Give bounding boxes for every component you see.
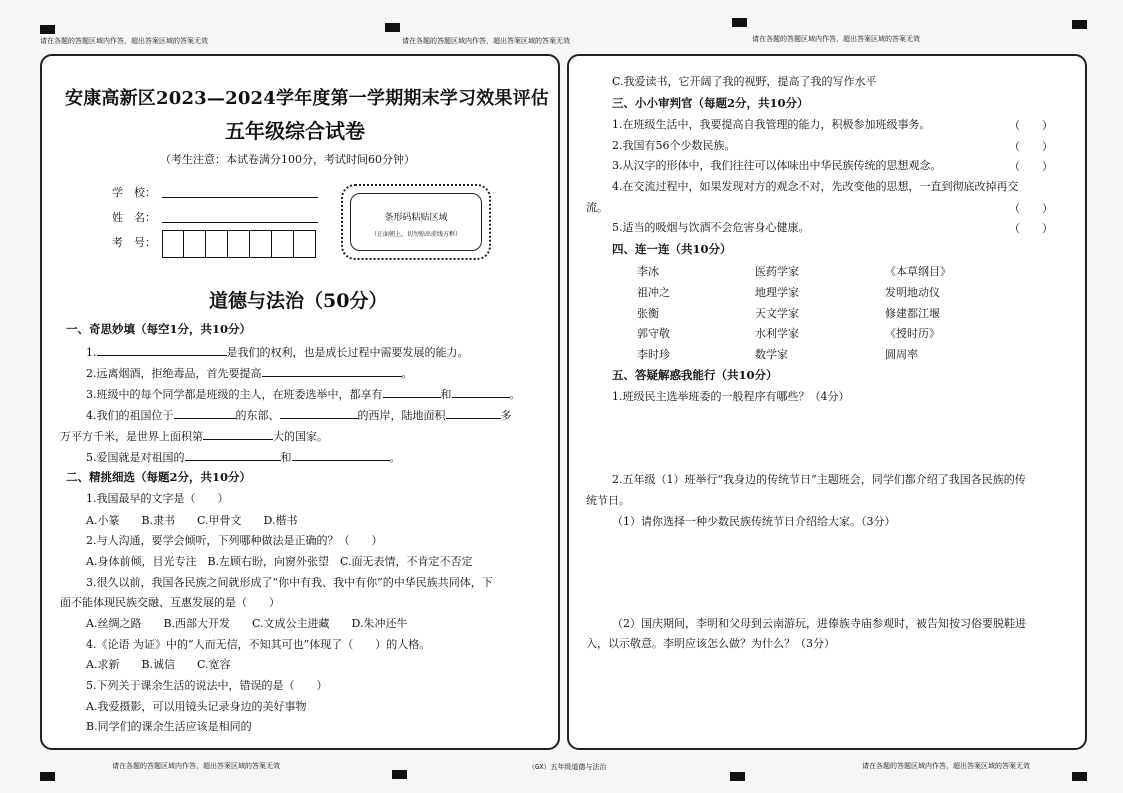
school-label: 学 校：: [112, 186, 156, 199]
s3-q4-cont: 流。: [586, 201, 608, 214]
s2-q4: 4.《论语 为证》中的“人而无信，不知其可也”体现了（ ）的人格。: [86, 638, 431, 651]
registration-mark: [1072, 20, 1087, 29]
s2-q5-option-a: A.我爱摄影，可以用镜头记录身边的美好事物: [86, 700, 307, 713]
s2-q2: 2.与人沟通，要学会倾听，下列哪种做法是正确的？（ ）: [86, 534, 383, 547]
exam-right-panel: [567, 54, 1087, 750]
top-notice-left: 请在各题的答题区域内作答，超出答案区域的答案无效: [40, 37, 208, 45]
s1-q2: 2.远离烟酒，拒绝毒品，首先要提高 。: [86, 367, 413, 380]
section3-heading: 三、小小审判官（每题2分，共10分）: [612, 96, 809, 110]
section2-heading: 二、精挑细选（每题2分，共10分）: [66, 470, 252, 484]
s5-q2: 2.五年级（1）班举行“我身边的传统节日”主题班会，同学们都介绍了我国各民族的传: [612, 473, 1026, 486]
s3-q2-paren[interactable]: （ ）: [1009, 140, 1053, 153]
s5-q2-cont: 统节日。: [586, 494, 630, 507]
exam-subtitle: 五年级综合试卷: [225, 119, 365, 143]
section1-heading: 一、奇思妙填（每空1分，共10分）: [66, 322, 252, 336]
name-label: 姓 名：: [112, 211, 156, 224]
s5-q2-1: （1）请你选择一种少数民族传统节日介绍给大家。（3分）: [612, 515, 896, 528]
match-person[interactable]: 祖冲之: [637, 286, 670, 299]
s3-q2: 2.我国有56个少数民族。: [612, 139, 736, 152]
subject-title: 道德与法治（50分）: [209, 290, 388, 312]
s1-q4-cont: 万平方千米，是世界上面积第 大的国家。: [60, 430, 328, 443]
s5-q1: 1.班级民主选举班委的一般程序有哪些？（4分）: [612, 390, 850, 403]
match-work[interactable]: 发明地动仪: [885, 286, 940, 299]
s1-q3: 3.班级中的每个同学都是班级的主人，在班委选举中，都享有 和 。: [86, 388, 521, 401]
match-work[interactable]: 《本草纲目》: [885, 265, 951, 278]
name-field[interactable]: [162, 211, 318, 223]
exam-left-panel: [40, 54, 560, 750]
registration-mark: [392, 770, 407, 779]
match-role[interactable]: 数学家: [755, 348, 788, 361]
s1-q1: 1. 是我们的权利，也是成长过程中需要发展的能力。: [86, 346, 469, 359]
s3-q5: 5.适当的吸烟与饮酒不会危害身心健康。: [612, 221, 810, 234]
match-work[interactable]: 《授时历》: [885, 327, 940, 340]
s2-q5: 5.下列关于课余生活的说法中，错误的是（ ）: [86, 679, 328, 692]
s2-q1-options: A.小篆 B.隶书 C.甲骨文 D.楷书: [86, 514, 298, 527]
s2-q2-options: A.身体前倾，目光专注 B.左顾右盼，向窗外张望 C.面无表情，不肯定不否定: [86, 555, 473, 568]
top-notice-center: 请在各题的答题区域内作答，超出答案区域的答案无效: [402, 37, 570, 45]
barcode-area: [341, 184, 491, 260]
match-person[interactable]: 张衡: [637, 307, 659, 320]
match-work[interactable]: 圆周率: [885, 348, 918, 361]
s1-q5: 5.爱国就是对祖国的 和 。: [86, 451, 401, 464]
s2-q3-cont: 面不能体现民族交融、互惠发展的是（ ）: [60, 596, 280, 609]
match-person[interactable]: 李时珍: [637, 348, 670, 361]
s1-q4: 4.我们的祖国位于 的东部、 的西岸，陆地面积 多: [86, 409, 512, 422]
s2-q5-option-c: C.我爱读书，它开阔了我的视野，提高了我的写作水平: [612, 75, 877, 88]
match-work[interactable]: 修建都江堰: [885, 307, 940, 320]
registration-mark: [730, 772, 745, 781]
barcode-sub: （正面朝上，切勿贴出虚线方框）: [370, 231, 461, 238]
barcode-label: 条形码粘贴区域: [384, 213, 448, 223]
s3-q4-paren[interactable]: （ ）: [1009, 202, 1053, 215]
s3-q3-paren[interactable]: （ ）: [1009, 160, 1053, 173]
match-role[interactable]: 医药学家: [755, 265, 799, 278]
s3-q3: 3.从汉字的形体中，我们往往可以体味出中华民族传统的思想观念。: [612, 159, 942, 172]
match-person[interactable]: 郭守敬: [637, 327, 670, 340]
id-label: 考 号：: [112, 236, 156, 249]
s2-q3: 3.很久以前，我国各民族之间就形成了“你中有我、我中有你”的中华民族共同体，下: [86, 576, 493, 589]
registration-mark: [1072, 772, 1087, 781]
section5-heading: 五、答疑解惑我能行（共10分）: [612, 368, 778, 382]
section4-heading: 四、连一连（共10分）: [612, 242, 732, 256]
footer-code: （GX）五年级道德与法治: [528, 763, 607, 771]
s3-q4: 4.在交流过程中，如果发现对方的观念不对，先改变他的思想，一直到彻底改掉再交: [612, 180, 1019, 193]
bottom-notice-left: 请在各题的答题区域内作答，超出答案区域的答案无效: [112, 762, 280, 770]
match-role[interactable]: 水利学家: [755, 327, 799, 340]
s2-q5-option-b: B.同学们的课余生活应该是相同的: [86, 720, 252, 733]
s5-q2-2-cont: 入，以示敬意。李明应该怎么做？为什么？（3分）: [586, 637, 835, 650]
s2-q1: 1.我国最早的文字是（ ）: [86, 492, 229, 505]
match-role[interactable]: 天文学家: [755, 307, 799, 320]
exam-title: 安康高新区2023—2024学年度第一学期期末学习效果评估: [65, 88, 549, 109]
s5-q2-2: （2）国庆期间，李明和父母到云南游玩，进傣族寺庙参观时，被告知按习俗要脱鞋进: [612, 617, 1026, 630]
s3-q1-paren[interactable]: （ ）: [1009, 119, 1053, 132]
top-notice-right: 请在各题的答题区域内作答，超出答案区域的答案无效: [752, 35, 920, 43]
s5-q2-1-answer-area[interactable]: [612, 536, 1052, 606]
bottom-notice-right: 请在各题的答题区域内作答，超出答案区域的答案无效: [862, 762, 1030, 770]
exam-number-boxes[interactable]: [162, 230, 316, 258]
exam-note: （考生注意：本试卷满分100分，考试时间60分钟）: [160, 153, 415, 166]
s2-q4-options: A.求新 B.诚信 C.宽容: [86, 658, 231, 671]
registration-mark: [40, 772, 55, 781]
s3-q1: 1.在班级生活中，我要提高自我管理的能力，积极参加班级事务。: [612, 118, 931, 131]
match-role[interactable]: 地理学家: [755, 286, 799, 299]
registration-mark: [732, 18, 747, 27]
match-person[interactable]: 李冰: [637, 265, 659, 278]
registration-mark: [40, 25, 55, 34]
s5-q2-2-answer-area[interactable]: [612, 658, 1052, 728]
s2-q3-options: A.丝绸之路 B.西部大开发 C.文成公主进藏 D.朱冲还牛: [86, 617, 408, 630]
s3-q5-paren[interactable]: （ ）: [1009, 222, 1053, 235]
school-field[interactable]: [162, 186, 318, 198]
registration-mark: [385, 23, 400, 32]
s5-q1-answer-area[interactable]: [612, 411, 1052, 461]
